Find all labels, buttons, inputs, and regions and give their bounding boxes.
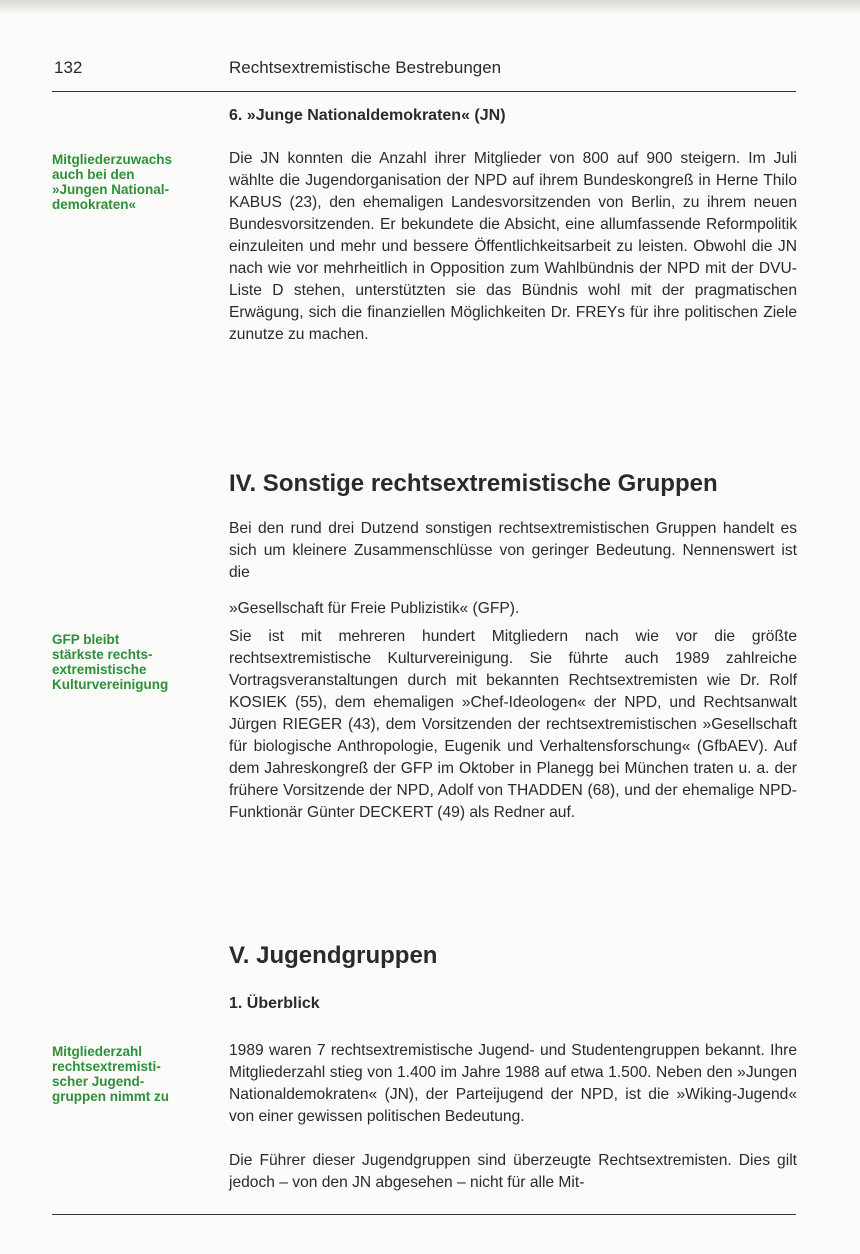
margin-note-line: rechtsextremisti- <box>52 1059 161 1074</box>
margin-note-jn <box>52 152 212 212</box>
margin-note-line: auch bei den <box>52 167 135 182</box>
running-header: Rechtsextremistische Bestrebungen <box>229 58 502 77</box>
header-rule <box>52 91 796 92</box>
jn-paragraph: Die JN konnten die Anzahl ihrer Mitglieder von 800 auf 900 steigern. Im Juli wählte die Jugendorganisation der NPD auf ihrem Bundeskongreß in Herne Thilo KABUS (23), den ehemaligen Landesvorsitzenden von Berlin, zu ihrem neuen Bundesvorsitzenden. Er bekundete die Absicht, eine allumfassende Reformpolitik einzuleiten und mehr und bessere Öffentlichkeitsarbeit zu leisten. Obwohl die JN nach wie vor mehrheitlich in Opposition zum Wahlbündnis der NPD mit der DVU-Liste D stehen, unterstützten sie das Bündnis wohl mit der pragmatischen Erwägung, sich die finanziellen Möglichkeiten Dr. FREYs für ihre politischen Ziele zunutze zu machen. <box>229 150 797 343</box>
jugendgruppen-paragraph-2: Die Führer dieser Jugendgruppen sind überzeugte Rechtsextremisten. Dies gilt jedoch – von den JN abgesehen – nicht für alle Mit- <box>229 1152 797 1191</box>
margin-note-line: scher Jugend- <box>52 1074 145 1089</box>
jugendgruppen-paragraph-1: 1989 waren 7 rechtsextremistische Jugend- und Studentengruppen bekannt. Ihre Mitgliederzahl stieg von 1.400 im Jahre 1988 auf etwa 1.500. Neben den »Jungen Nationaldemokraten« (JN), der Parteijugend der NPD, ist die »Wiking-Jugend« von einer gewissen politischen Bedeutung. <box>229 1042 797 1125</box>
gfp-paragraph: Sie ist mit mehreren hundert Mitgliedern nach wie vor die größte rechtsextremistische Kulturvereinigung. Sie führte auch 1989 zahlreiche Vortragsveranstaltungen durch mit bekannten Rechtsextremisten wie Dr. Rolf KOSIEK (55), dem ehemaligen »Chef-Ideologen« der NPD, und Rechtsanwalt Jürgen RIEGER (43), dem Vorsitzenden der rechtsextremistischen »Gesellschaft für biologische Anthropologie, Eugenik und Verhaltensforschung« (GfbAEV). Auf dem Jahreskongreß der GFP im Oktober in Planegg bei München traten u. a. der frühere Vorsitzende der NPD, Adolf von THADDEN (68), und der ehemalige NPD-Funktionär Günter DECKERT (49) als Redner auf. <box>229 628 797 821</box>
page-number: 132 <box>54 58 83 77</box>
margin-note-line: »Jungen National- <box>52 182 170 197</box>
section-heading-v: V. Jugendgruppen <box>229 942 438 969</box>
margin-note-line: gruppen nimmt zu <box>52 1089 169 1104</box>
section-heading-iv: IV. Sonstige rechtsextremistische Gruppen <box>229 470 718 497</box>
margin-note-line: Mitgliederzuwachs <box>52 152 173 167</box>
margin-note-line: GFP bleibt <box>52 632 120 647</box>
margin-note-line: stärkste rechts- <box>52 647 153 662</box>
gfp-name-line: »Gesellschaft für Freie Publizistik« (GFP). <box>229 600 520 617</box>
margin-note-line: Kulturvereinigung <box>52 677 169 692</box>
margin-note-line: Mitgliederzahl <box>52 1044 143 1059</box>
margin-note-line: demokraten« <box>52 197 137 212</box>
subsection-heading-jn: 6. »Junge Nationaldemokraten« (JN) <box>229 107 506 124</box>
iv-intro-paragraph: Bei den rund drei Dutzend sonstigen rechtsextremistischen Gruppen handelt es sich um kleinere Zusammenschlüsse von geringer Bedeutung. Nennenswert ist die <box>229 520 797 581</box>
subsection-heading-ueberblick: 1. Überblick <box>229 995 320 1012</box>
margin-note-gfp <box>52 632 212 692</box>
footer-rule <box>52 1214 796 1215</box>
margin-note-line: extremistische <box>52 662 147 677</box>
margin-note-jugendgruppen <box>52 1044 212 1104</box>
scan-top-edge <box>0 0 860 14</box>
